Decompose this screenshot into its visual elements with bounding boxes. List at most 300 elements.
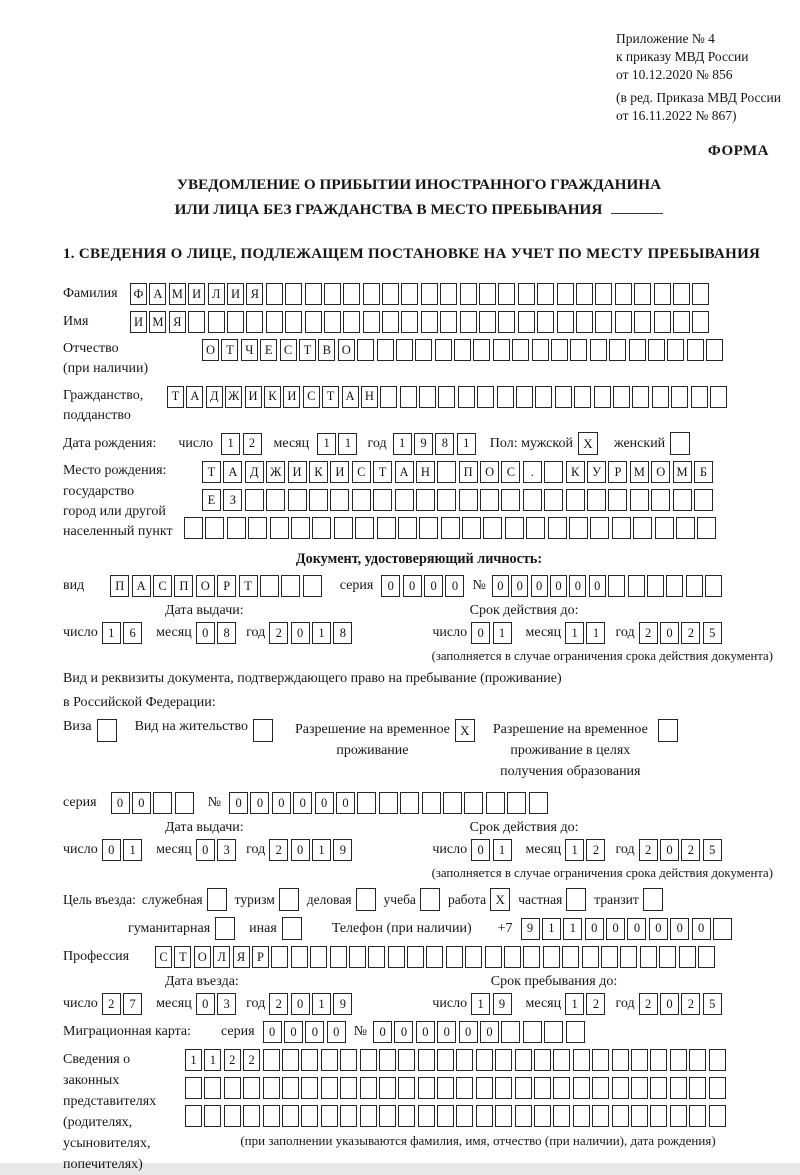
- char-cell[interactable]: [446, 946, 463, 968]
- char-cell[interactable]: [692, 283, 709, 305]
- char-cell[interactable]: [582, 946, 599, 968]
- char-cell[interactable]: 1: [102, 622, 121, 644]
- char-cell[interactable]: [330, 489, 349, 511]
- char-cell[interactable]: [419, 517, 438, 539]
- char-cell[interactable]: 0: [550, 575, 567, 597]
- char-cell[interactable]: 1: [565, 622, 584, 644]
- char-cell[interactable]: [379, 1077, 396, 1099]
- char-cell[interactable]: [418, 1077, 435, 1099]
- char-cell[interactable]: И: [188, 283, 205, 305]
- char-cell[interactable]: 1: [317, 433, 336, 455]
- char-cell[interactable]: [631, 1049, 648, 1071]
- char-cell[interactable]: [400, 792, 419, 814]
- char-cell[interactable]: [479, 311, 496, 333]
- char-cell[interactable]: [631, 1105, 648, 1127]
- char-cell[interactable]: 0: [229, 792, 248, 814]
- sex-female-checkbox[interactable]: [670, 432, 690, 455]
- char-cell[interactable]: [595, 283, 612, 305]
- char-cell[interactable]: [188, 311, 205, 333]
- char-cell[interactable]: [689, 1077, 706, 1099]
- char-cell[interactable]: [291, 946, 308, 968]
- char-cell[interactable]: 2: [102, 993, 121, 1015]
- char-cell[interactable]: [609, 339, 626, 361]
- char-cell[interactable]: А: [132, 575, 151, 597]
- char-cell[interactable]: [456, 1105, 473, 1127]
- char-cell[interactable]: [569, 517, 588, 539]
- char-cell[interactable]: [416, 489, 435, 511]
- char-cell[interactable]: [458, 386, 475, 408]
- char-cell[interactable]: 1: [393, 433, 412, 455]
- char-cell[interactable]: [271, 946, 288, 968]
- char-cell[interactable]: 2: [586, 993, 605, 1015]
- char-cell[interactable]: [266, 489, 285, 511]
- char-cell[interactable]: 0: [291, 622, 310, 644]
- char-cell[interactable]: 0: [111, 792, 130, 814]
- char-cell[interactable]: 2: [681, 622, 700, 644]
- char-cell[interactable]: [544, 1021, 563, 1043]
- temp-residence-checkbox[interactable]: X: [455, 719, 475, 742]
- char-cell[interactable]: А: [149, 283, 166, 305]
- char-cell[interactable]: [224, 1105, 241, 1127]
- char-cell[interactable]: Е: [202, 489, 221, 511]
- char-cell[interactable]: [673, 489, 692, 511]
- char-cell[interactable]: [650, 1077, 667, 1099]
- char-cell[interactable]: [185, 1105, 202, 1127]
- char-cell[interactable]: [340, 1105, 357, 1127]
- char-cell[interactable]: [512, 339, 529, 361]
- char-cell[interactable]: [523, 946, 540, 968]
- char-cell[interactable]: 9: [521, 918, 540, 940]
- char-cell[interactable]: [648, 339, 665, 361]
- char-cell[interactable]: [553, 1105, 570, 1127]
- char-cell[interactable]: 1: [471, 993, 490, 1015]
- char-cell[interactable]: [243, 1105, 260, 1127]
- char-cell[interactable]: Ж: [225, 386, 242, 408]
- char-cell[interactable]: Д: [206, 386, 223, 408]
- char-cell[interactable]: [454, 339, 471, 361]
- char-cell[interactable]: 1: [586, 622, 605, 644]
- char-cell[interactable]: [691, 386, 708, 408]
- char-cell[interactable]: [305, 283, 322, 305]
- char-cell[interactable]: [705, 575, 722, 597]
- char-cell[interactable]: [640, 946, 657, 968]
- char-cell[interactable]: 5: [703, 622, 722, 644]
- char-cell[interactable]: [515, 1077, 532, 1099]
- char-cell[interactable]: М: [169, 283, 186, 305]
- char-cell[interactable]: 0: [291, 993, 310, 1015]
- char-cell[interactable]: 0: [424, 575, 443, 597]
- char-cell[interactable]: [185, 1077, 202, 1099]
- char-cell[interactable]: [523, 1021, 542, 1043]
- char-cell[interactable]: [418, 1105, 435, 1127]
- char-cell[interactable]: [544, 461, 563, 483]
- char-cell[interactable]: [460, 311, 477, 333]
- char-cell[interactable]: 0: [445, 575, 464, 597]
- char-cell[interactable]: 1: [493, 622, 512, 644]
- char-cell[interactable]: Н: [416, 461, 435, 483]
- char-cell[interactable]: [421, 311, 438, 333]
- char-cell[interactable]: 1: [565, 839, 584, 861]
- char-cell[interactable]: Т: [221, 339, 238, 361]
- char-cell[interactable]: 0: [471, 839, 490, 861]
- char-cell[interactable]: [246, 311, 263, 333]
- char-cell[interactable]: [557, 311, 574, 333]
- char-cell[interactable]: [710, 386, 727, 408]
- char-cell[interactable]: 0: [692, 918, 711, 940]
- char-cell[interactable]: Я: [233, 946, 250, 968]
- char-cell[interactable]: [388, 946, 405, 968]
- char-cell[interactable]: 0: [373, 1021, 392, 1043]
- char-cell[interactable]: [613, 386, 630, 408]
- char-cell[interactable]: [495, 1077, 512, 1099]
- char-cell[interactable]: [555, 386, 572, 408]
- char-cell[interactable]: [349, 946, 366, 968]
- char-cell[interactable]: [673, 311, 690, 333]
- char-cell[interactable]: [227, 517, 246, 539]
- char-cell[interactable]: 0: [670, 918, 689, 940]
- char-cell[interactable]: [679, 946, 696, 968]
- char-cell[interactable]: [548, 517, 567, 539]
- char-cell[interactable]: А: [342, 386, 359, 408]
- char-cell[interactable]: [343, 283, 360, 305]
- char-cell[interactable]: [612, 1077, 629, 1099]
- char-cell[interactable]: [330, 946, 347, 968]
- char-cell[interactable]: [421, 283, 438, 305]
- char-cell[interactable]: [532, 339, 549, 361]
- char-cell[interactable]: [629, 339, 646, 361]
- char-cell[interactable]: [355, 517, 374, 539]
- char-cell[interactable]: 0: [660, 993, 679, 1015]
- char-cell[interactable]: [204, 1077, 221, 1099]
- char-cell[interactable]: С: [501, 461, 520, 483]
- char-cell[interactable]: 0: [315, 792, 334, 814]
- purpose-rabota-checkbox[interactable]: X: [490, 888, 510, 911]
- char-cell[interactable]: 0: [272, 792, 291, 814]
- char-cell[interactable]: Т: [322, 386, 339, 408]
- purpose-tranzit-checkbox[interactable]: [643, 888, 663, 911]
- char-cell[interactable]: [379, 1049, 396, 1071]
- char-cell[interactable]: 0: [291, 839, 310, 861]
- char-cell[interactable]: [594, 386, 611, 408]
- char-cell[interactable]: [654, 283, 671, 305]
- char-cell[interactable]: [465, 946, 482, 968]
- char-cell[interactable]: [334, 517, 353, 539]
- char-cell[interactable]: [515, 1049, 532, 1071]
- char-cell[interactable]: [630, 489, 649, 511]
- char-cell[interactable]: Т: [239, 575, 258, 597]
- char-cell[interactable]: [462, 517, 481, 539]
- char-cell[interactable]: [368, 946, 385, 968]
- char-cell[interactable]: [398, 517, 417, 539]
- char-cell[interactable]: [398, 1077, 415, 1099]
- char-cell[interactable]: [343, 311, 360, 333]
- char-cell[interactable]: 9: [333, 839, 352, 861]
- char-cell[interactable]: П: [174, 575, 193, 597]
- char-cell[interactable]: 0: [531, 575, 548, 597]
- char-cell[interactable]: С: [280, 339, 297, 361]
- char-cell[interactable]: 0: [196, 993, 215, 1015]
- char-cell[interactable]: В: [318, 339, 335, 361]
- char-cell[interactable]: [667, 339, 684, 361]
- char-cell[interactable]: [456, 1049, 473, 1071]
- char-cell[interactable]: [321, 1105, 338, 1127]
- char-cell[interactable]: [282, 1049, 299, 1071]
- char-cell[interactable]: [551, 339, 568, 361]
- char-cell[interactable]: О: [651, 461, 670, 483]
- char-cell[interactable]: У: [587, 461, 606, 483]
- char-cell[interactable]: [263, 1105, 280, 1127]
- char-cell[interactable]: [305, 311, 322, 333]
- char-cell[interactable]: [357, 339, 374, 361]
- char-cell[interactable]: 0: [569, 575, 586, 597]
- char-cell[interactable]: [483, 517, 502, 539]
- char-cell[interactable]: [437, 1105, 454, 1127]
- char-cell[interactable]: 1: [204, 1049, 221, 1071]
- char-cell[interactable]: [309, 489, 328, 511]
- char-cell[interactable]: [573, 1077, 590, 1099]
- char-cell[interactable]: 1: [123, 839, 142, 861]
- char-cell[interactable]: С: [155, 946, 172, 968]
- char-cell[interactable]: [270, 517, 289, 539]
- char-cell[interactable]: [633, 517, 652, 539]
- char-cell[interactable]: [631, 1077, 648, 1099]
- char-cell[interactable]: [291, 517, 310, 539]
- char-cell[interactable]: [620, 946, 637, 968]
- char-cell[interactable]: [395, 489, 414, 511]
- char-cell[interactable]: [534, 1105, 551, 1127]
- char-cell[interactable]: 1: [565, 993, 584, 1015]
- char-cell[interactable]: 1: [493, 839, 512, 861]
- char-cell[interactable]: 2: [269, 993, 288, 1015]
- char-cell[interactable]: [281, 575, 300, 597]
- char-cell[interactable]: [543, 946, 560, 968]
- char-cell[interactable]: И: [227, 283, 244, 305]
- char-cell[interactable]: [670, 1077, 687, 1099]
- char-cell[interactable]: [495, 1049, 512, 1071]
- char-cell[interactable]: 0: [250, 792, 269, 814]
- char-cell[interactable]: Б: [694, 461, 713, 483]
- char-cell[interactable]: [497, 386, 514, 408]
- char-cell[interactable]: П: [110, 575, 129, 597]
- char-cell[interactable]: [260, 575, 279, 597]
- char-cell[interactable]: [686, 575, 703, 597]
- char-cell[interactable]: [634, 311, 651, 333]
- char-cell[interactable]: [380, 386, 397, 408]
- char-cell[interactable]: [477, 386, 494, 408]
- char-cell[interactable]: 7: [123, 993, 142, 1015]
- char-cell[interactable]: [537, 311, 554, 333]
- char-cell[interactable]: Р: [217, 575, 236, 597]
- char-cell[interactable]: [570, 339, 587, 361]
- char-cell[interactable]: [507, 792, 526, 814]
- char-cell[interactable]: [208, 311, 225, 333]
- char-cell[interactable]: 0: [459, 1021, 478, 1043]
- char-cell[interactable]: Н: [361, 386, 378, 408]
- char-cell[interactable]: [464, 792, 483, 814]
- char-cell[interactable]: Я: [169, 311, 186, 333]
- char-cell[interactable]: 0: [381, 575, 400, 597]
- char-cell[interactable]: [363, 283, 380, 305]
- char-cell[interactable]: [670, 1105, 687, 1127]
- char-cell[interactable]: Л: [213, 946, 230, 968]
- purpose-inaya-checkbox[interactable]: [282, 917, 302, 940]
- char-cell[interactable]: 0: [660, 839, 679, 861]
- char-cell[interactable]: [303, 575, 322, 597]
- char-cell[interactable]: 0: [660, 622, 679, 644]
- char-cell[interactable]: [504, 946, 521, 968]
- char-cell[interactable]: [382, 311, 399, 333]
- char-cell[interactable]: [709, 1077, 726, 1099]
- char-cell[interactable]: [590, 517, 609, 539]
- char-cell[interactable]: 0: [511, 575, 528, 597]
- char-cell[interactable]: [288, 489, 307, 511]
- char-cell[interactable]: О: [202, 339, 219, 361]
- char-cell[interactable]: 0: [437, 1021, 456, 1043]
- char-cell[interactable]: [224, 1077, 241, 1099]
- char-cell[interactable]: 9: [414, 433, 433, 455]
- char-cell[interactable]: [655, 517, 674, 539]
- char-cell[interactable]: [476, 1077, 493, 1099]
- char-cell[interactable]: 0: [492, 575, 509, 597]
- char-cell[interactable]: [418, 1049, 435, 1071]
- char-cell[interactable]: [601, 946, 618, 968]
- char-cell[interactable]: [441, 517, 460, 539]
- char-cell[interactable]: [379, 792, 398, 814]
- char-cell[interactable]: [312, 517, 331, 539]
- char-cell[interactable]: Т: [299, 339, 316, 361]
- char-cell[interactable]: [592, 1077, 609, 1099]
- char-cell[interactable]: Е: [260, 339, 277, 361]
- char-cell[interactable]: 8: [217, 622, 236, 644]
- char-cell[interactable]: [245, 489, 264, 511]
- char-cell[interactable]: [382, 283, 399, 305]
- char-cell[interactable]: [652, 386, 669, 408]
- char-cell[interactable]: Ч: [241, 339, 258, 361]
- char-cell[interactable]: К: [309, 461, 328, 483]
- char-cell[interactable]: Д: [245, 461, 264, 483]
- char-cell[interactable]: [204, 1105, 221, 1127]
- char-cell[interactable]: [415, 339, 432, 361]
- char-cell[interactable]: [437, 461, 456, 483]
- char-cell[interactable]: [709, 1049, 726, 1071]
- char-cell[interactable]: [673, 283, 690, 305]
- char-cell[interactable]: [360, 1105, 377, 1127]
- char-cell[interactable]: 0: [284, 1021, 303, 1043]
- char-cell[interactable]: [301, 1105, 318, 1127]
- char-cell[interactable]: А: [223, 461, 242, 483]
- char-cell[interactable]: О: [480, 461, 499, 483]
- char-cell[interactable]: [501, 1021, 520, 1043]
- char-cell[interactable]: [285, 283, 302, 305]
- char-cell[interactable]: [523, 489, 542, 511]
- char-cell[interactable]: 3: [217, 839, 236, 861]
- residence-permit-checkbox[interactable]: [253, 719, 273, 742]
- char-cell[interactable]: [485, 946, 502, 968]
- char-cell[interactable]: 2: [681, 993, 700, 1015]
- char-cell[interactable]: 0: [293, 792, 312, 814]
- char-cell[interactable]: [537, 283, 554, 305]
- char-cell[interactable]: [634, 283, 651, 305]
- char-cell[interactable]: [670, 1049, 687, 1071]
- char-cell[interactable]: 2: [639, 993, 658, 1015]
- char-cell[interactable]: [438, 386, 455, 408]
- char-cell[interactable]: М: [673, 461, 692, 483]
- purpose-ucheba-checkbox[interactable]: [420, 888, 440, 911]
- visa-checkbox[interactable]: [97, 719, 117, 742]
- char-cell[interactable]: [184, 517, 203, 539]
- char-cell[interactable]: [243, 1077, 260, 1099]
- char-cell[interactable]: [666, 575, 683, 597]
- char-cell[interactable]: 2: [639, 839, 658, 861]
- char-cell[interactable]: [671, 386, 688, 408]
- char-cell[interactable]: [301, 1077, 318, 1099]
- char-cell[interactable]: 2: [243, 433, 262, 455]
- purpose-sluzhebnaya-checkbox[interactable]: [207, 888, 227, 911]
- char-cell[interactable]: [553, 1077, 570, 1099]
- char-cell[interactable]: 2: [681, 839, 700, 861]
- char-cell[interactable]: [595, 311, 612, 333]
- char-cell[interactable]: [566, 1021, 585, 1043]
- char-cell[interactable]: 6: [123, 622, 142, 644]
- char-cell[interactable]: [426, 946, 443, 968]
- char-cell[interactable]: [689, 1105, 706, 1127]
- char-cell[interactable]: [401, 283, 418, 305]
- char-cell[interactable]: 2: [243, 1049, 260, 1071]
- char-cell[interactable]: Т: [202, 461, 221, 483]
- char-cell[interactable]: [557, 283, 574, 305]
- char-cell[interactable]: [574, 386, 591, 408]
- char-cell[interactable]: .: [523, 461, 542, 483]
- char-cell[interactable]: [713, 918, 732, 940]
- char-cell[interactable]: [518, 311, 535, 333]
- char-cell[interactable]: [480, 489, 499, 511]
- char-cell[interactable]: [443, 792, 462, 814]
- char-cell[interactable]: [615, 311, 632, 333]
- purpose-gumanitarnaya-checkbox[interactable]: [215, 917, 235, 940]
- char-cell[interactable]: [435, 339, 452, 361]
- char-cell[interactable]: [587, 489, 606, 511]
- char-cell[interactable]: [205, 517, 224, 539]
- char-cell[interactable]: [493, 339, 510, 361]
- char-cell[interactable]: [437, 1049, 454, 1071]
- char-cell[interactable]: К: [264, 386, 281, 408]
- char-cell[interactable]: [650, 1105, 667, 1127]
- char-cell[interactable]: [694, 489, 713, 511]
- char-cell[interactable]: 0: [196, 622, 215, 644]
- char-cell[interactable]: [360, 1077, 377, 1099]
- char-cell[interactable]: 1: [312, 993, 331, 1015]
- char-cell[interactable]: [479, 283, 496, 305]
- sex-male-checkbox[interactable]: X: [578, 432, 598, 455]
- char-cell[interactable]: [266, 283, 283, 305]
- char-cell[interactable]: [651, 489, 670, 511]
- char-cell[interactable]: Ж: [266, 461, 285, 483]
- char-cell[interactable]: Ф: [130, 283, 147, 305]
- char-cell[interactable]: З: [223, 489, 242, 511]
- char-cell[interactable]: [676, 517, 695, 539]
- char-cell[interactable]: 9: [493, 993, 512, 1015]
- char-cell[interactable]: [689, 1049, 706, 1071]
- char-cell[interactable]: [562, 946, 579, 968]
- char-cell[interactable]: 0: [196, 839, 215, 861]
- purpose-chastnaya-checkbox[interactable]: [566, 888, 586, 911]
- char-cell[interactable]: [263, 1049, 280, 1071]
- char-cell[interactable]: [516, 386, 533, 408]
- char-cell[interactable]: Т: [373, 461, 392, 483]
- char-cell[interactable]: 0: [263, 1021, 282, 1043]
- char-cell[interactable]: [324, 311, 341, 333]
- char-cell[interactable]: [534, 1049, 551, 1071]
